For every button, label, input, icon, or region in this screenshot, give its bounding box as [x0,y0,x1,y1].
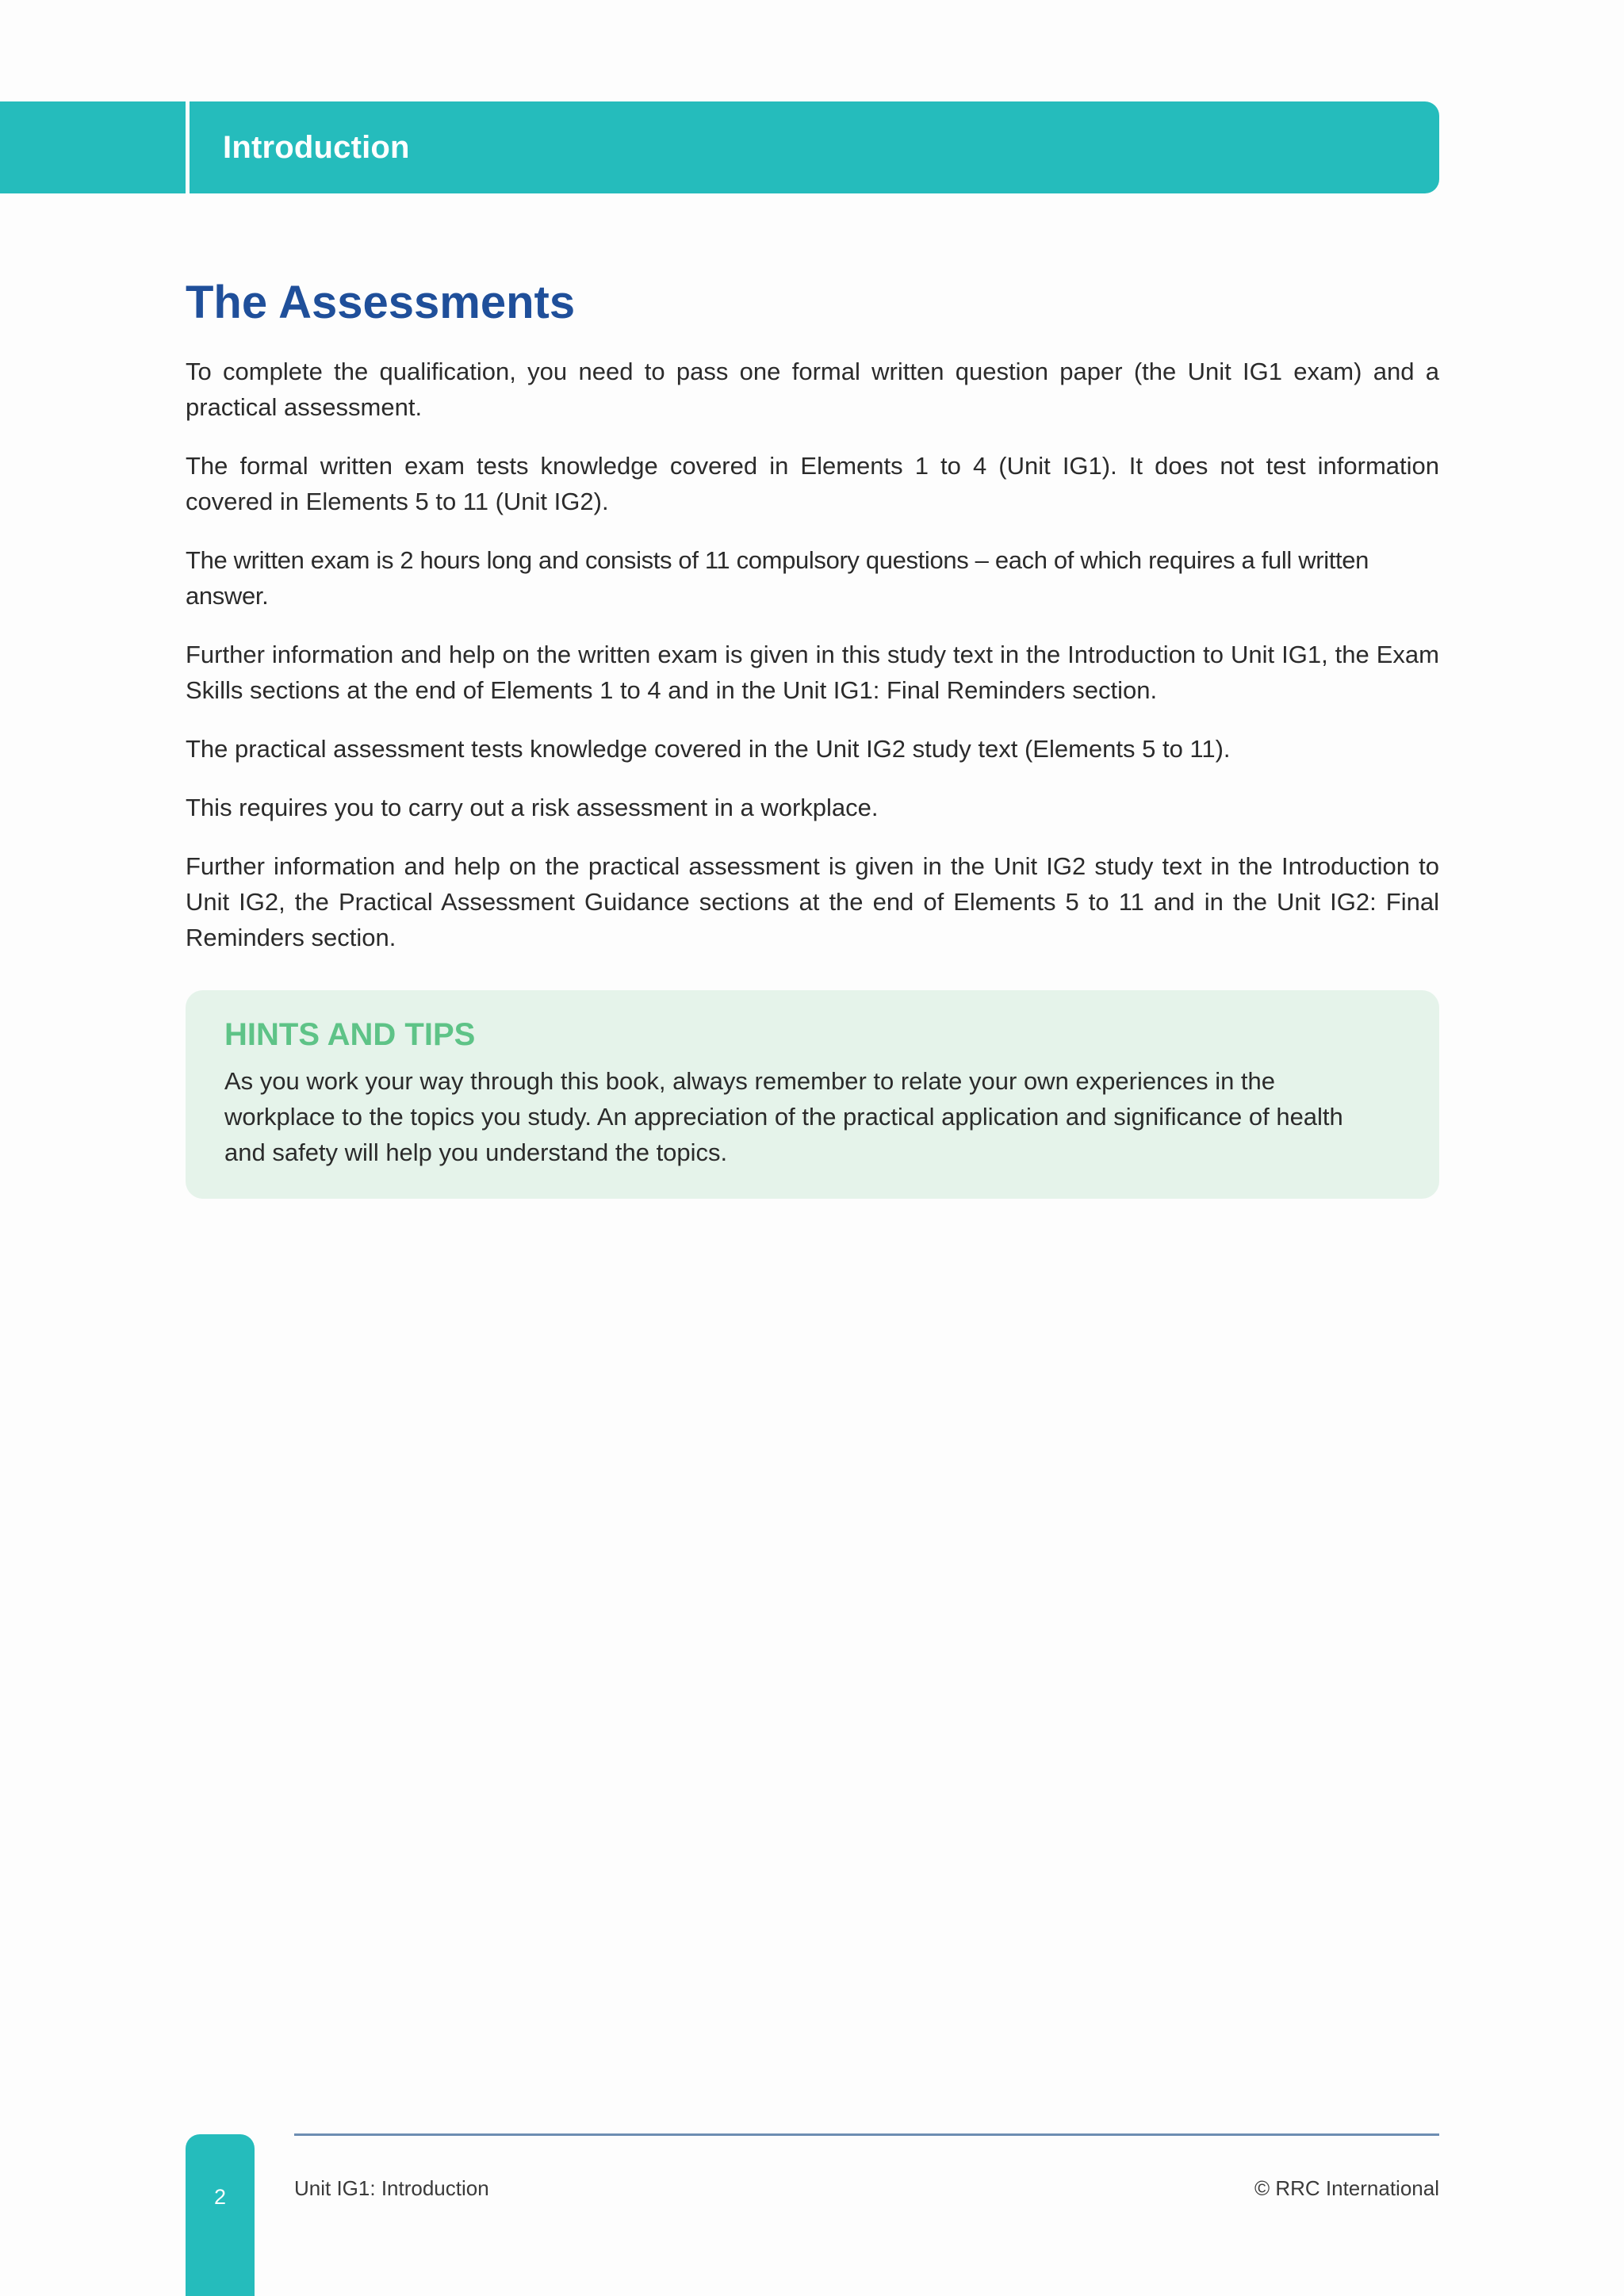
page-number: 2 [213,2185,227,2209]
paragraph: The written exam is 2 hours long and consists of 11 compulsory questions – each of which requires a full written answer. [186,546,1369,610]
paragraph: Further information and help on the practical assessment is given in the Unit IG2 study text in the Introduction to Unit IG2, the Practical Assessment Guidance sections at the end of Elements 5 to 11 and in the Unit IG2: Final Reminders section. [186,852,1439,951]
hints-title: HINTS AND TIPS [224,1017,476,1052]
chapter-header [190,101,1439,193]
paragraph: The practical assessment tests knowledge covered in the Unit IG2 study text (Elements 5 to 11). [186,735,1231,763]
paragraph: This requires you to carry out a risk assessment in a workplace. [186,794,879,821]
footer-divider [294,2133,1439,2136]
chapter-title: Introduction [223,130,410,165]
page-number-tab [186,2134,255,2296]
hints-text: As you work your way through this book, always remember to relate your own experiences in the workplace to the topics you study. An appreciation of the practical application and significance of health and safety will help you understand the topics. [224,1067,1343,1166]
paragraph: The formal written exam tests knowledge covered in Elements 1 to 4 (Unit IG1). It does not test information covered in Elements 5 to 11 (Unit IG2). [186,452,1439,515]
footer-copyright: © RRC International [1254,2176,1439,2200]
paragraph: To complete the qualification, you need to pass one formal written question paper (the Unit IG1 exam) and a practical assessment. [186,358,1439,421]
header-band-left [0,101,186,193]
main-content [186,270,1439,1199]
hints-and-tips-box [186,990,1439,1199]
footer-unit-label: Unit IG1: Introduction [294,2176,489,2200]
section-title: The Assessments [186,277,576,328]
paragraph: Further information and help on the written exam is given in this study text in the Introduction to Unit IG1, the Exam Skills sections at the end of Elements 1 to 4 and in the Unit IG1: Final Reminders section. [186,641,1439,704]
